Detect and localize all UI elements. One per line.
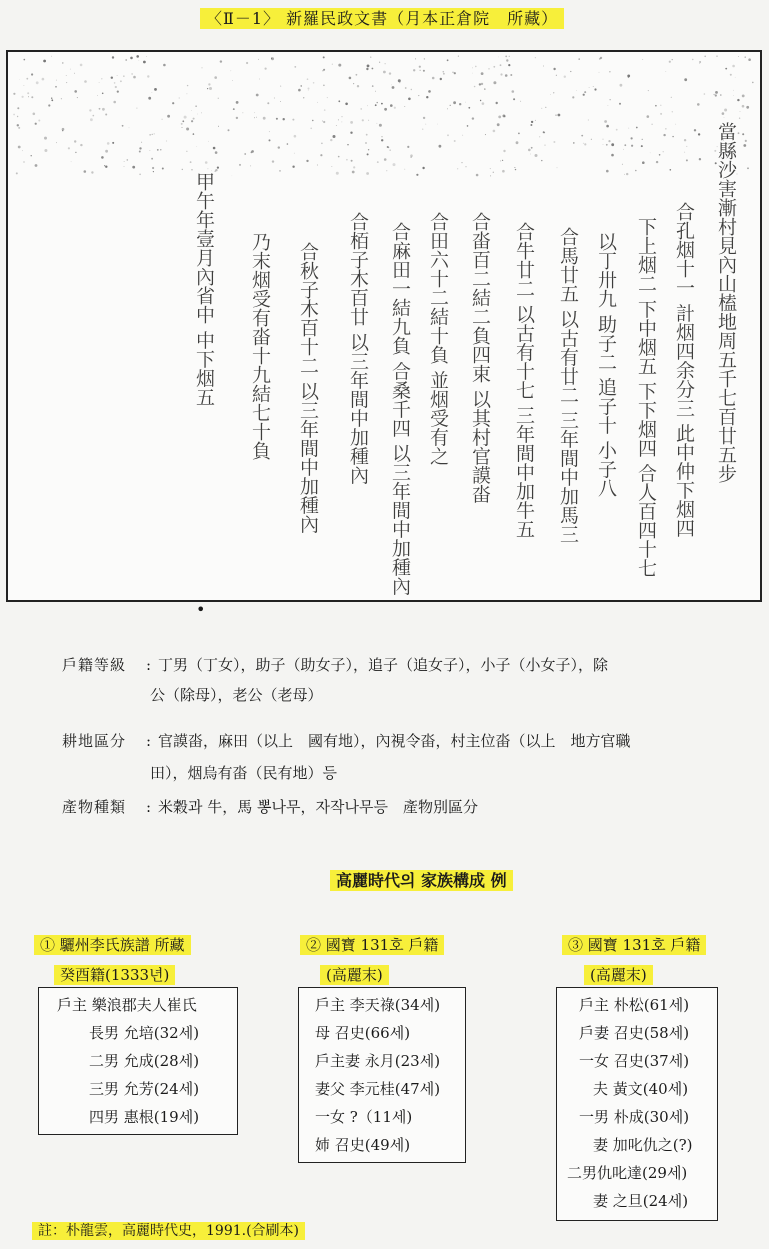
member-row: 妻 之旦(24세) bbox=[593, 1192, 689, 1210]
document-title-text: 〈Ⅱ－1〉 新羅民政文書（月本正倉院 所藏） bbox=[200, 8, 564, 29]
example-sub-text: (高麗末) bbox=[584, 965, 653, 985]
member-row: 妻 加叱仇之(?) bbox=[593, 1136, 693, 1154]
manuscript-column: 合秋子木百十二 以三年間中加種內 bbox=[297, 242, 319, 534]
manuscript-column: 合畓百二結二負四束 以其村官謨畓 bbox=[469, 212, 491, 504]
classification-row-products: 產物種類 : 米穀과 牛，馬 뽕나무，자작나무등 產物別區分 bbox=[62, 798, 478, 816]
member-row: 三男 允芳(24세) bbox=[89, 1080, 200, 1098]
member-row: 一女 ?（11세) bbox=[315, 1108, 413, 1126]
member-row: 長男 允培(32세) bbox=[89, 1024, 200, 1042]
example-heading-text: ③ 國寶 131호 戶籍 bbox=[562, 935, 706, 955]
member-row: 二男 允成(28세) bbox=[89, 1052, 200, 1070]
source-note-text: 註：朴龍雲，高麗時代史，1991.(合刷本) bbox=[32, 1222, 305, 1240]
member-row: 夫 黃文(40세) bbox=[593, 1080, 689, 1098]
manuscript-image bbox=[6, 50, 762, 602]
example-2-box bbox=[298, 987, 466, 1163]
member-row: 妻父 李元桂(47세) bbox=[315, 1080, 441, 1098]
manuscript-column: 合馬廿五 以古有廿二 三年間中加馬三 bbox=[557, 227, 579, 544]
manuscript-column: 以丁卅九 助子二 追子十 小子八 bbox=[595, 232, 617, 498]
bullet-dot: • bbox=[196, 600, 206, 619]
classification-cont: 田），烟烏有畓（民有地）등 bbox=[150, 764, 337, 782]
classification-row-household: 戶籍等級 : 丁男（丁女），助子（助女子），追子（追女子），小子（小女子），除 bbox=[62, 656, 609, 674]
classification-text: 米穀과 牛，馬 뽕나무，자작나무등 產物別區分 bbox=[158, 798, 478, 816]
member-row: 戶主妻 永月(23세) bbox=[315, 1052, 441, 1070]
example-sub-text: (高麗末) bbox=[320, 965, 389, 985]
section-subtitle bbox=[330, 868, 513, 891]
example-heading-text: ① 驪州李氏族譜 所藏 bbox=[34, 935, 191, 955]
manuscript-column: 合麻田一結九負 合桑千四 以三年間中加種內 bbox=[389, 222, 411, 596]
example-3-box bbox=[556, 987, 718, 1221]
classification-label: 產物種類 bbox=[62, 798, 127, 816]
manuscript-column: 當縣沙害漸村見內山榼地周五千七百廿五步 bbox=[715, 122, 737, 483]
manuscript-column: 下上烟二 下中烟五 下下烟四 合人百四十七 bbox=[635, 217, 657, 578]
member-row: 一男 朴成(30세) bbox=[579, 1108, 690, 1126]
manuscript-column: 合栢子木百廿 以三年間中加種內 bbox=[347, 212, 369, 485]
example-2-subheading bbox=[320, 964, 389, 985]
source-note bbox=[32, 1220, 305, 1240]
example-1-box bbox=[38, 987, 238, 1135]
member-row: 母 召史(66세) bbox=[315, 1024, 411, 1042]
classification-text: 丁男（丁女），助子（助女子），追子（追女子），小子（小女子），除 bbox=[158, 656, 609, 674]
example-3-heading bbox=[562, 934, 706, 955]
document-title bbox=[200, 6, 600, 29]
example-2-heading bbox=[300, 934, 444, 955]
classification-label: 戶籍等級 bbox=[62, 656, 127, 674]
example-1-subheading bbox=[54, 964, 175, 985]
example-heading-text: ② 國寶 131호 戶籍 bbox=[300, 935, 444, 955]
member-row: 戶主 朴松(61세) bbox=[579, 996, 690, 1014]
classification-cont: 公（除母），老公（老母） bbox=[150, 686, 323, 704]
member-row: 戶主 樂浪郡夫人崔氏 bbox=[57, 996, 197, 1014]
manuscript-column: 合孔烟十一 計烟四余分三 此中仲下烟四 bbox=[673, 202, 695, 538]
member-row: 二男仇叱達(29세) bbox=[567, 1164, 688, 1182]
example-1-heading bbox=[34, 934, 191, 955]
manuscript-scan bbox=[8, 52, 760, 600]
example-sub-text: 癸酉籍(1333년) bbox=[54, 965, 175, 985]
manuscript-column: 乃末烟受有畓十九結七十負 bbox=[249, 232, 271, 460]
manuscript-column: 合田六十二結十負 並烟受有之 bbox=[427, 212, 449, 466]
classification-row-farmland: 耕地區分 : 官謨畓，麻田（以上 國有地），內視令畓，村主位畓（以上 地方官職 bbox=[62, 732, 631, 750]
member-row: 戶主 李天祿(34세) bbox=[315, 996, 441, 1014]
member-row: 戶妻 召史(58세) bbox=[579, 1024, 690, 1042]
example-3-subheading bbox=[584, 964, 653, 985]
member-row: 四男 惠根(19세) bbox=[89, 1108, 200, 1126]
classification-text: 官謨畓，麻田（以上 國有地），內視令畓，村主位畓（以上 地方官職 bbox=[158, 732, 631, 750]
manuscript-column: 合牛廿二 以古有十七 三年間中加牛五 bbox=[513, 222, 535, 539]
section-subtitle-text: 高麗時代의 家族構成 例 bbox=[330, 870, 513, 891]
member-row: 姉 召史(49세) bbox=[315, 1136, 411, 1154]
manuscript-column: 甲午年壹月內省中 中下烟五 bbox=[193, 172, 215, 407]
member-row: 一女 召史(37세) bbox=[579, 1052, 690, 1070]
classification-label: 耕地區分 bbox=[62, 732, 127, 750]
